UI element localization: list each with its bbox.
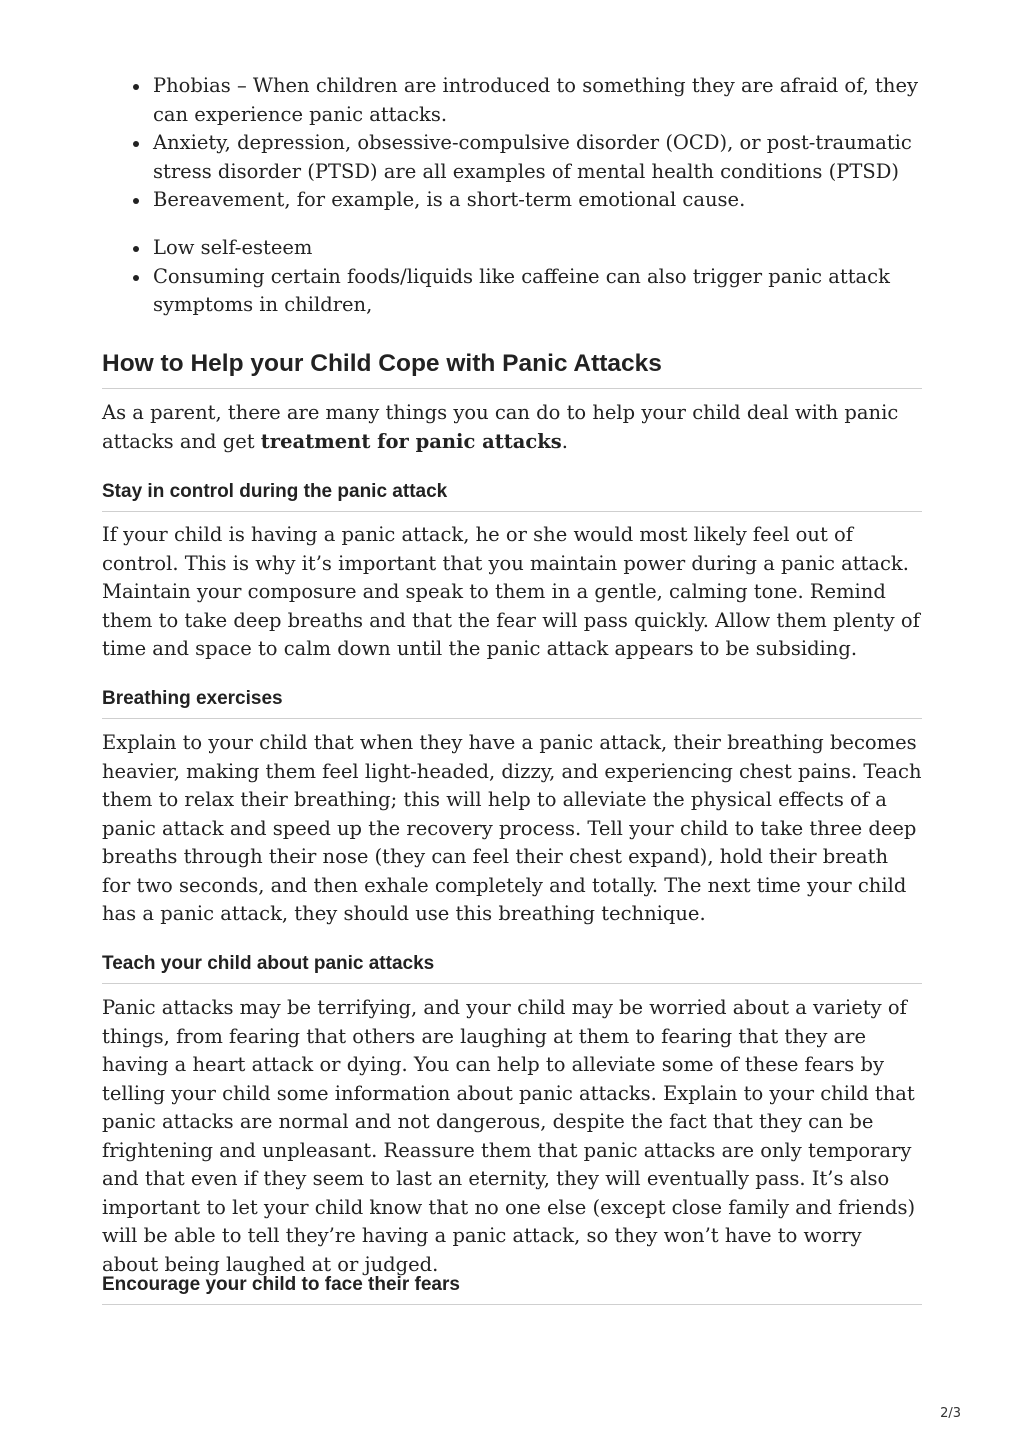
- list-item: Anxiety, depression, obsessive-compulsive disorder (OCD), or post-traumatic stress disorder (PTSD) are all examples of mental health conditions (PTSD): [102, 129, 922, 186]
- treatment-link[interactable]: treatment for panic attacks: [260, 429, 562, 453]
- intro-text: As a parent, there are many things you can do to help your child deal with panic attacks and get: [102, 401, 899, 453]
- intro-suffix: .: [561, 429, 568, 453]
- subheading-breathing-exercises: Breathing exercises: [102, 686, 922, 719]
- subheading-stay-in-control: Stay in control during the panic attack: [102, 479, 922, 512]
- subheading-face-fears: Encourage your child to face their fears: [102, 1272, 922, 1305]
- list-item: Bereavement, for example, is a short-term emotional cause.: [102, 186, 922, 215]
- intro-paragraph: [102, 399, 922, 456]
- subheading-teach-child: Teach your child about panic attacks: [102, 951, 922, 984]
- causes-list-1: [102, 72, 922, 215]
- paragraph-teach-child: Panic attacks may be terrifying, and your child may be worried about a variety of things, from fearing that others are laughing at them to fearing that they are having a heart attack or dying. You can help to alleviate some of these fears by telling your child some information about panic attacks. Explain to your child that panic attacks are normal and not dangerous, despite the fact that they can be frightening and unpleasant. Reassure them that panic attacks are only temporary and that even if they seem to last an eternity, they will eventually pass. It’s also important to let your child know that no one else (except close family and friends) will be able to tell they’re having a panic attack, so they won’t have to worry about being laughed at or judged.: [102, 996, 916, 1276]
- list-item: Consuming certain foods/liquids like caffeine can also trigger panic attack symptoms in children,: [102, 263, 922, 320]
- page-number: 2/3: [940, 1406, 961, 1421]
- paragraph-breathing-exercises: Explain to your child that when they have a panic attack, their breathing becomes heavier, making them feel light-headed, dizzy, and experiencing chest pains. Teach them to relax their breathing; this will help to alleviate the physical effects of a panic attack and speed up the recovery process. Tell your child to take three deep breaths through their nose (they can feel their chest expand), hold their breath for two seconds, and then exhale completely and totally. The next time your child has a panic attack, they should use this breathing technique.: [102, 731, 922, 925]
- section-heading-help-child: How to Help your Child Cope with Panic Attacks: [102, 348, 922, 389]
- list-item: Phobias – When children are introduced to something they are afraid of, they can experience panic attacks.: [102, 72, 922, 129]
- list-item: Low self-esteem: [102, 234, 922, 263]
- paragraph-stay-in-control: If your child is having a panic attack, he or she would most likely feel out of control. This is why it’s important that you maintain power during a panic attack. Maintain your composure and speak to them in a gentle, calming tone. Remind them to take deep breaths and that the fear will pass quickly. Allow them plenty of time and space to calm down until the panic attack appears to be subsiding.: [102, 523, 920, 660]
- causes-list-2: [102, 234, 922, 320]
